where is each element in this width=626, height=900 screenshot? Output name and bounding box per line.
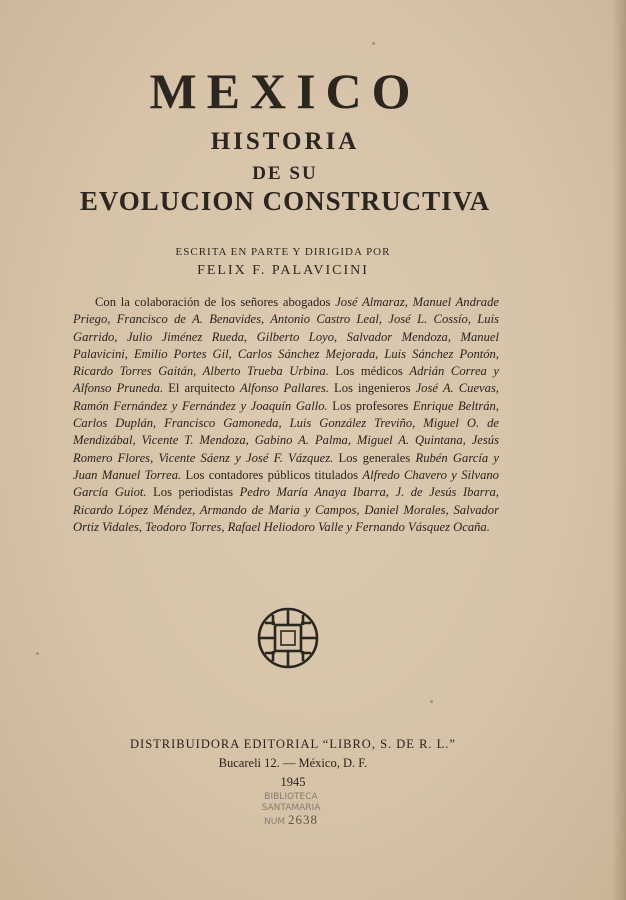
subtitle-line-3: EVOLUCION CONSTRUCTIVA [79, 186, 491, 216]
collaborator-names: José A. Cuevas, Ramón Fernández y Fernández y Joaquín Gallo. [73, 381, 499, 413]
publisher-address: Bucareli 12. — México, D. F. [218, 756, 368, 770]
library-stamp [246, 792, 336, 828]
collaborator-names: Alfredo Chavero y Silvano García Guiot. [73, 467, 499, 500]
collaborator-role: Con la colaboración de los señores abogados [95, 295, 336, 309]
collaborator-role: El arquitecto [163, 381, 240, 396]
collaborator-names: José Almaraz, Manuel Andrade Priego, Francisco de A. Benavides, Antonio Castro Leal, José L. Cossío, Luis Garrido, Julio Jiménez Rueda, Gilberto Loyo, Salvador Mendoza, Manuel Palavicini, Emilio Portes Gil, Carlos Sánchez Mejorada, Luis Sánchez Pontón, Ricardo Torres Gaitán, Alberto Trueba Urbina. [73, 295, 499, 379]
paper-speck [430, 700, 433, 703]
paper-speck [372, 42, 375, 45]
stamp-line-1: BIBLIOTECA [264, 792, 318, 802]
collaborator-role: Los profesores [327, 398, 413, 413]
collaborator-names: Pedro María Anaya Ibarra, J. de Jesús Ibarra, Ricardo López Méndez, Armando de Maria y Campos, Daniel Morales, Salvador Ortiz Vidales, Teodoro Torres, Rafael Heliodoro Valle y Fernando Vásquez Ocaña. [73, 485, 499, 534]
subtitle-line-2: DE SU [252, 163, 318, 184]
page-fold-shadow [612, 0, 626, 900]
stamp-number: 2638 [287, 812, 318, 827]
collaborator-names: Adrián Correa y Alfonso Pruneda. [73, 364, 499, 396]
collaborator-names: Enrique Beltrán, Carlos Duplán, Francisco Gamoneda, Luis González Treviño, Miguel O. de Mendizábal, Vicente T. Mendoza, Gabino A. Palma, Miguel A. Quintana, Jesús Romero Flores, Vicente Sáenz y José F. Vázquez. [73, 398, 499, 465]
author-name: FELIX F. PALAVICINI [197, 263, 369, 278]
stamp-number-prefix: NUM [264, 817, 286, 827]
collaborator-names: Rubén García y Juan Manuel Torrea. [73, 450, 499, 482]
collaborator-role: Los ingenieros [328, 381, 416, 396]
book-title: MEXICO [149, 63, 421, 119]
stamp-line-2: SANTAMARIA [261, 803, 321, 813]
written-by-label: ESCRITA EN PARTE Y DIRIGIDA POR [175, 246, 391, 258]
collaborator-role: Los contadores públicos titulados [181, 467, 363, 482]
subtitle-line-1: HISTORIA [210, 128, 360, 155]
collaborator-role: Los periodistas [146, 485, 240, 500]
collaborator-role: Los generales [333, 450, 416, 465]
publisher-name: DISTRIBUIDORA EDITORIAL “LIBRO, S. DE R. L.” [130, 737, 456, 751]
publisher-emblem-icon [255, 605, 321, 671]
paper-speck [36, 652, 39, 655]
publication-year: 1945 [280, 775, 306, 789]
collaborators-paragraph [73, 294, 499, 536]
collaborator-role: Los médicos [328, 364, 410, 379]
collaborator-names: Alfonso Pallares. [239, 381, 329, 396]
